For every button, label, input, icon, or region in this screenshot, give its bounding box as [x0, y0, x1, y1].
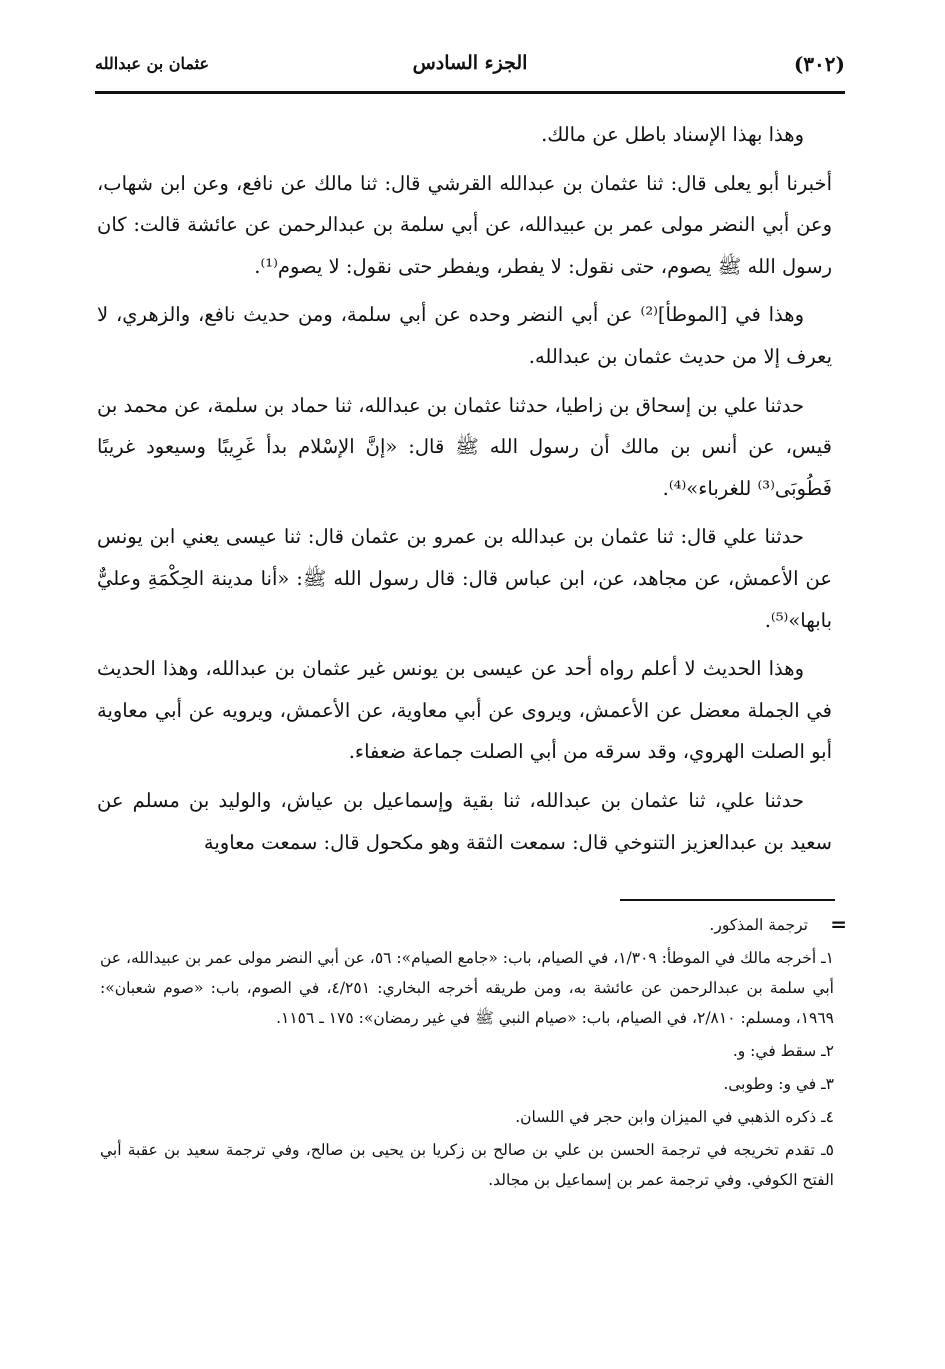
footnote-rule — [620, 899, 835, 901]
page-header — [95, 48, 845, 88]
paragraph: وهذا الحديث لا أعلم رواه أحد عن عيسى بن يونس غير عثمان بن عبدالله، وهذا الحديث في الجملة معضل عن الأعمش، ويروى عن أبي معاوية، عن الأعمش، ويرويه عن أبي معاوية أبو الصلت الهروي، وقد سرقه من أبي الصلت جماعة ضعفاء. — [97, 657, 832, 764]
section-name: عثمان بن عبدالله — [95, 54, 209, 73]
paragraph: أخبرنا أبو يعلى قال: ثنا عثمان بن عبدالله القرشي قال: ثنا مالك عن نافع، وعن ابن شهاب، وعن أبي النضر مولى عمر بن عبيدالله، عن أبي سلمة بن عبدالرحمن عن عائشة قالت: كان رسول الله ﷺ يصوم، حتى نقول: لا يفطر، ويفطر حتى نقول: لا يصوم⁽¹⁾. — [97, 171, 832, 278]
footnote-1: ١ـ أخرجه مالك في الموطأ: ١/٣٠٩، في الصيام، باب: «جامع الصيام»: ٥٦، عن أبي النضر مولى عمر بن عبيدالله، عن أبي سلمة بن عبدالرحمن عن عائشة به، ومن طريقه أخرجه البخاري: ٤/٢٥١، في الصوم، باب: «صوم شعبان»: ١٩٦٩، ومسلم: ٢/٨١٠، في الصيام، باب: «صيام النبي ﷺ في غير رمضان»: ١٧٥ ـ ١١٥٦. — [100, 949, 834, 1027]
page-number: (٣٠٢) — [793, 52, 845, 76]
footnote-3: ٣ـ في و: وطوبى. — [723, 1075, 834, 1093]
continued-mark: = — [830, 912, 847, 936]
main-text — [97, 114, 832, 870]
paragraph: حدثنا علي بن إسحاق بن زاطيا، حدثنا عثمان بن عبدالله، ثنا حماد بن سلمة، عن محمد بن قيس، عن أنس بن مالك أن رسول الله ﷺ قال: «إنَّ الإسْلام بدأ غَرِيبًا وسيعود غريبًا فَطُوبَى⁽³⁾ للغرباء»⁽⁴⁾. — [97, 393, 832, 500]
paragraph: وهذا بهذا الإسناد باطل عن مالك. — [541, 123, 804, 146]
footnote-2: ٢ـ سقط في: و. — [732, 1042, 834, 1060]
part-title: الجزء السادس — [412, 52, 528, 74]
footnotes — [100, 910, 848, 1198]
footnote-4: ٤ـ ذكره الذهبي في الميزان وابن حجر في اللسان. — [515, 1108, 834, 1126]
header-rule — [95, 91, 845, 94]
footnote-continuation: ترجمة المذكور. — [709, 916, 808, 934]
paragraph: حدثنا علي قال: ثنا عثمان بن عبدالله بن عمرو بن عثمان قال: ثنا عيسى يعني ابن يونس عن الأعمش، عن مجاهد، عن، ابن عباس قال: قال رسول الله ﷺ: «أنا مدينة الحِكْمَةِ وعليٌّ بابها»⁽⁵⁾. — [97, 525, 832, 632]
paragraph: حدثنا علي، ثنا عثمان بن عبدالله، ثنا بقية وإسماعيل بن عياش، والوليد بن مسلم عن سعيد بن عبدالعزيز التنوخي قال: سمعت الثقة وهو مكحول قال: سمعت معاوية — [97, 788, 832, 854]
paragraph: وهذا في [الموطأ]⁽²⁾ عن أبي النضر وحده عن أبي سلمة، ومن حديث نافع، والزهري، لا يعرف إلا من حديث عثمان بن عبدالله. — [97, 303, 832, 368]
footnote-5: ٥ـ تقدم تخريجه في ترجمة الحسن بن علي بن صالح بن زكريا بن يحيى بن صالح، وفي ترجمة سعيد بن عقبة أبي الفتح الكوفي. وفي ترجمة عمر بن إسماعيل بن مجالد. — [100, 1141, 834, 1189]
